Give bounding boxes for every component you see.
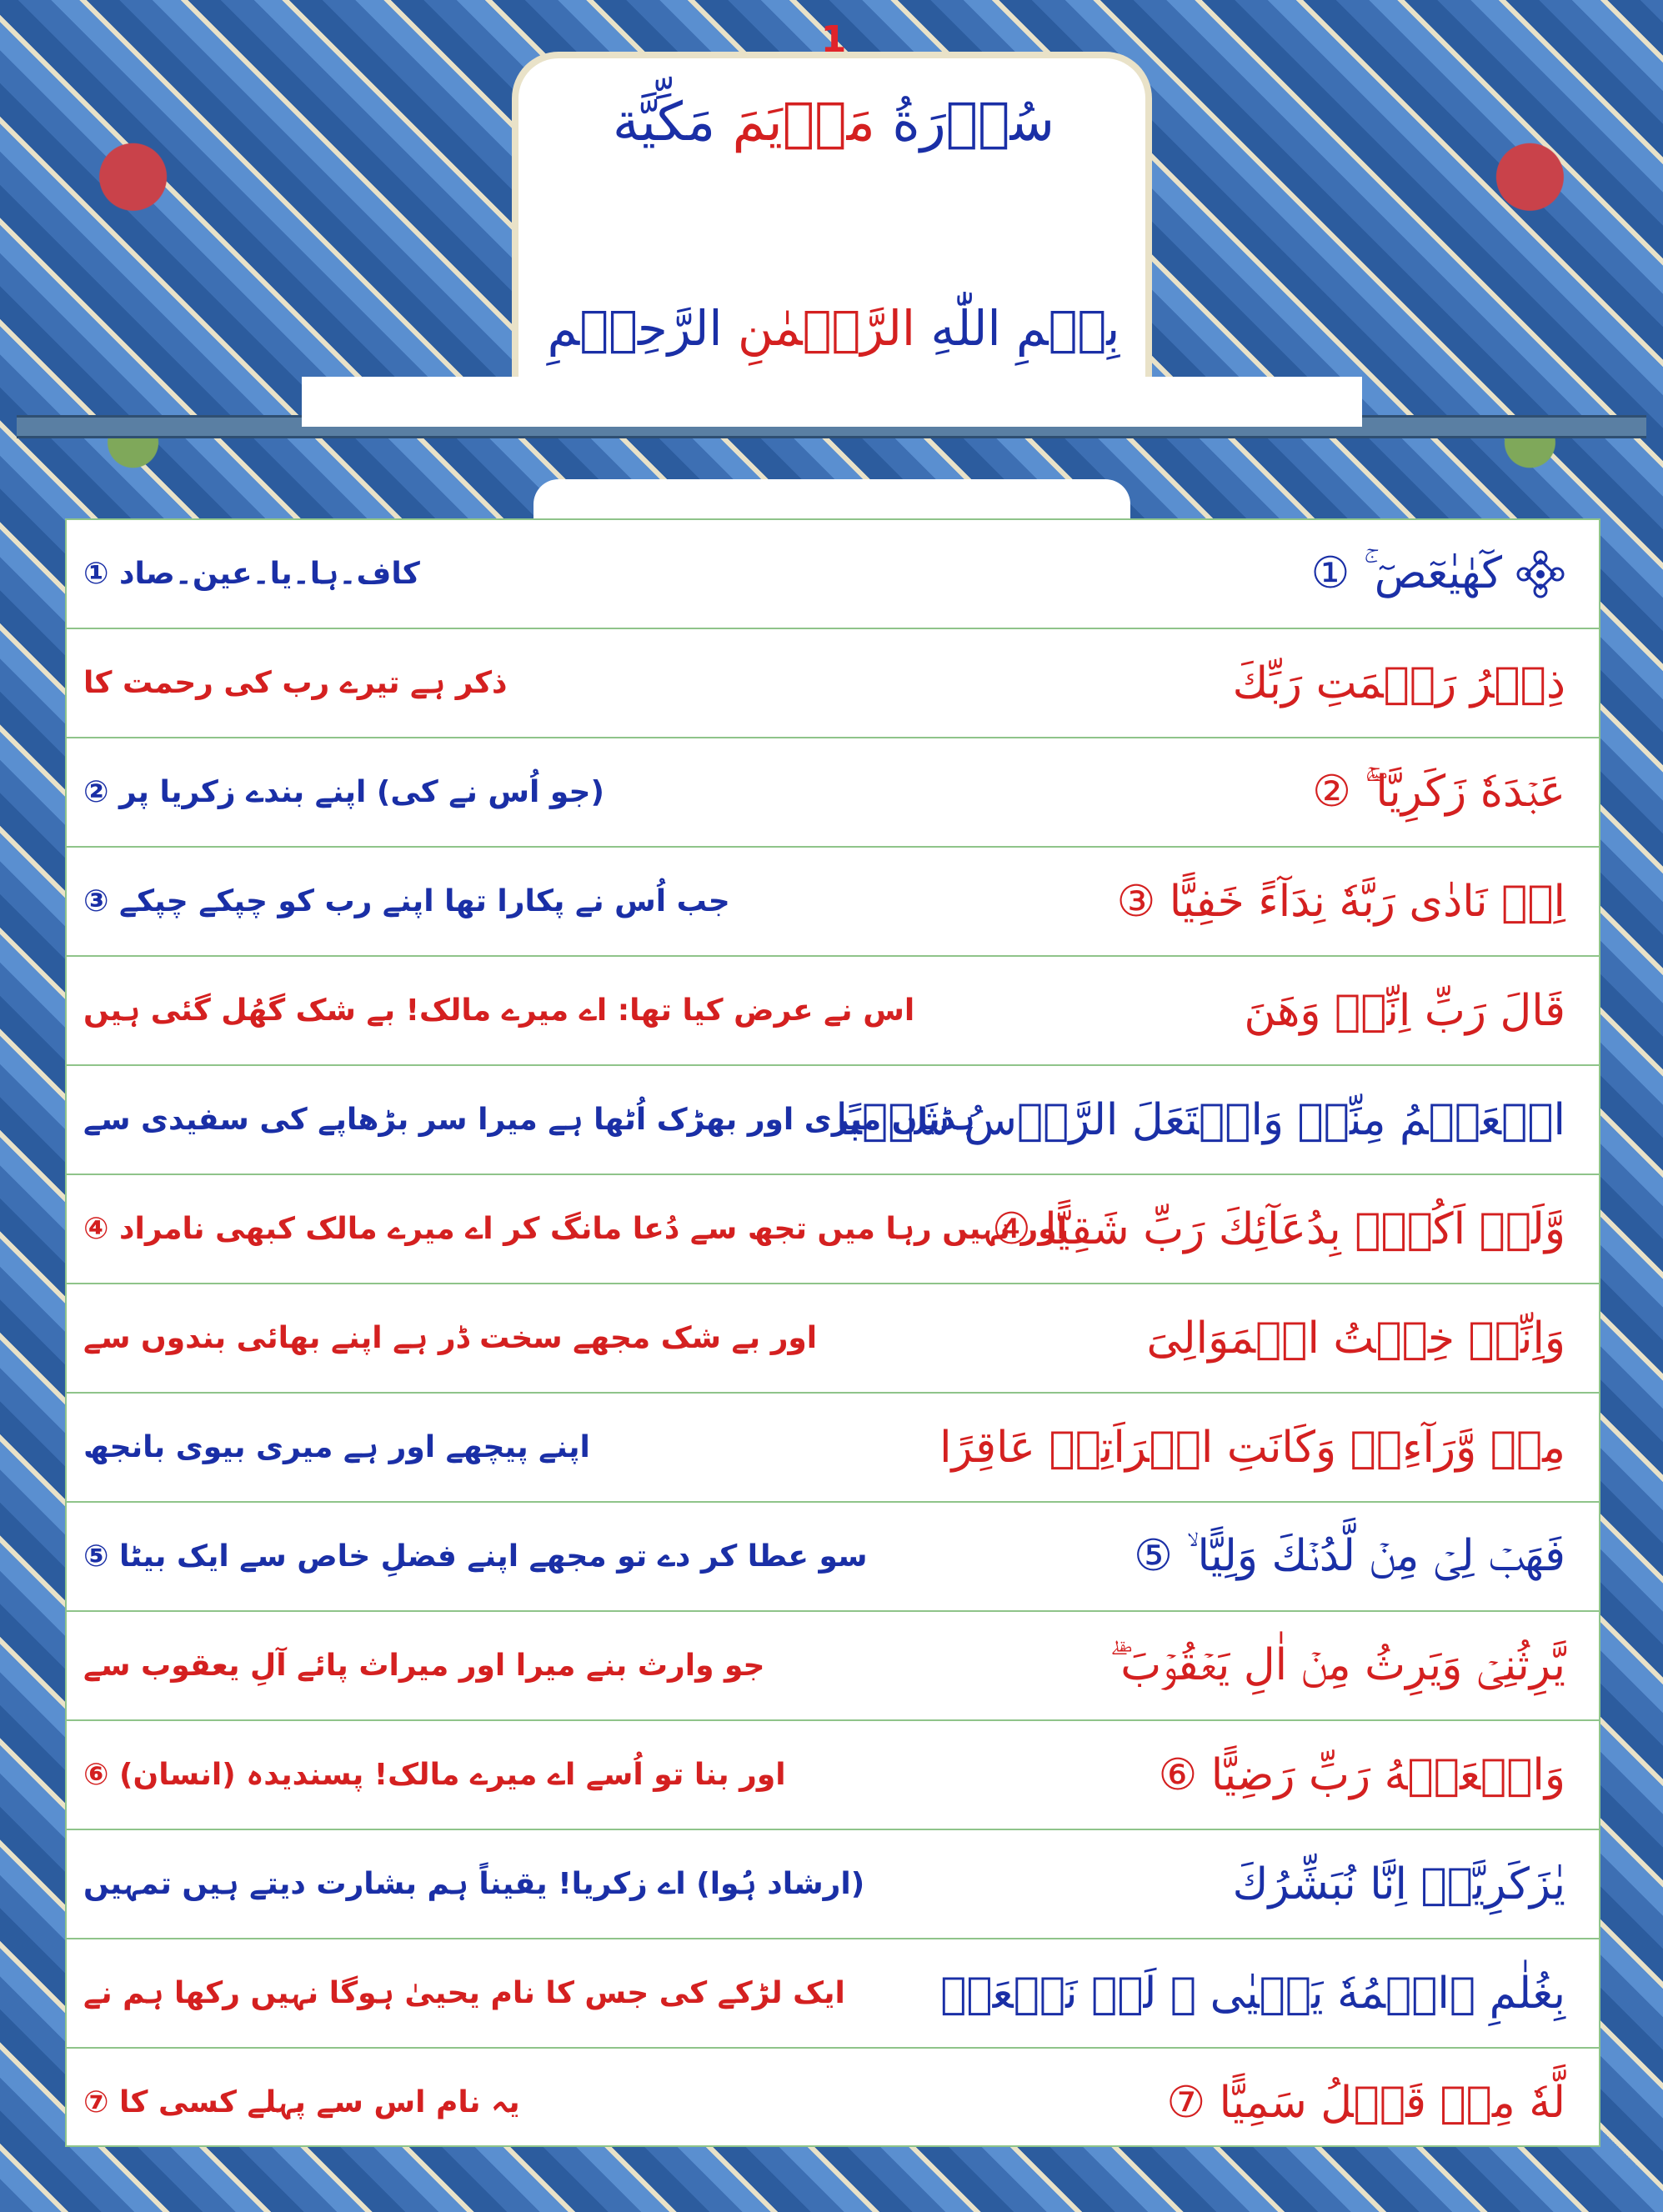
arabic-11: يَّرِثُنِىۡ وَيَرِثُ مِنۡ اٰلِ يَعۡقُوۡبَ ۖۗ [1110, 1640, 1565, 1690]
translation-9: اپنے پیچھے اور ہے میری بیوی بانجھ [83, 1430, 590, 1464]
verse-row-15 [67, 2049, 1599, 2156]
surah-title-word1: سُوۡرَةُ [892, 92, 1055, 153]
content-top-arch [533, 479, 1130, 521]
translation-14: ایک لڑکے کی جس کا نام یحییٰ ہوگا نہیں رکھا ہم نے [83, 1976, 845, 2010]
bismillah-word2: الرَّحۡمٰنِ [737, 300, 916, 357]
surah-title-word3: مَكِّيَّة [612, 92, 716, 153]
verse-table [65, 518, 1600, 2147]
verse-row-8 [67, 1284, 1599, 1394]
translation-11: جو وارث بنے میرا اور میراث پائے آلِ یعقوب سے [83, 1649, 765, 1683]
translation-6: ہڈیاں میری اور بھڑک اُٹھا ہے میرا سر بڑھاپے کی سفیدی سے [83, 1103, 975, 1137]
translation-13: (ارشاد ہُوا) اے زکریا! یقیناً ہم بشارت دیتے ہیں تمہیں [83, 1867, 865, 1901]
verse-row-13 [67, 1830, 1599, 1939]
arabic-2: ذِكۡرُ رَحۡمَتِ رَبِّكَ [1232, 658, 1565, 708]
page-number: 1 [820, 18, 847, 61]
surah-title [550, 92, 1117, 153]
arabic-4: اِذۡ نَادٰى رَبَّهٗ نِدَآءً خَفِيًّا ③ [1116, 876, 1565, 927]
arabic-9: مِنۡ وَّرَآءِىۡ وَكَانَتِ امۡرَاَتِىۡ عَاقِرًا [939, 1422, 1565, 1473]
translation-15: یہ نام اس سے پہلے کسی کا ⑦ [83, 2085, 520, 2119]
header-strip [302, 377, 1362, 427]
verse-row-14 [67, 1939, 1599, 2049]
arabic-6: الۡعَظۡمُ مِنِّىۡ وَاشۡتَعَلَ الرَّاۡسُ شَيۡبًا [835, 1094, 1565, 1145]
arabic-10: فَهَبۡ لِىۡ مِنۡ لَّدُنۡكَ وَلِيًّا ۙ ⑤ [1134, 1531, 1565, 1581]
verse-row-7 [67, 1175, 1599, 1284]
arabic-5: قَالَ رَبِّ اِنِّىۡ وَهَنَ [1244, 985, 1565, 1036]
verse-row-5 [67, 957, 1599, 1066]
verse-row-6 [67, 1066, 1599, 1175]
translation-7: اور نہیں رہا میں تجھ سے دُعا مانگ کر اے میرے مالک کبھی نامراد ④ [83, 1212, 1067, 1246]
bismillah-word3: الرَّحِيۡمِ [547, 300, 723, 357]
translation-10: سو عطا کر دے تو مجھے اپنے فضلِ خاص سے ایک بیٹا ⑤ [83, 1539, 868, 1574]
verse-row-10 [67, 1503, 1599, 1612]
verse-row-9 [67, 1394, 1599, 1503]
bismillah-word1: بِسۡمِ اللّٰهِ [930, 300, 1120, 357]
translation-5: اس نے عرض کیا تھا: اے میرے مالک! بے شک گھُل گئی ہیں [83, 993, 915, 1028]
bismillah [533, 300, 1134, 357]
verse-row-12 [67, 1721, 1599, 1830]
flower-icon [1515, 549, 1565, 599]
arabic-12: وَاجۡعَلۡهُ رَبِّ رَضِيًّا ⑥ [1158, 1749, 1565, 1800]
translation-4: جب اُس نے پکارا تھا اپنے رب کو چپکے چپکے ③ [83, 884, 730, 918]
verse-row-1 [67, 520, 1599, 629]
arabic-3: عَبۡدَهٗ زَكَرِيَّا ۖۚ ② [1312, 767, 1565, 817]
verse-row-2 [67, 629, 1599, 738]
arabic-1: كٓهٰيٰعٓصٓ ۚ ① [833, 520, 1599, 628]
arabic-14: بِغُلٰمِ ۨاسۡمُهٗ يَحۡيٰى ۙ لَمۡ نَجۡعَلۡ [940, 1968, 1565, 2019]
arabic-13: يٰزَكَرِيَّاۤ اِنَّا نُبَشِّرُكَ [1232, 1859, 1565, 1909]
arabic-8: وَاِنِّىۡ خِفۡتُ الۡمَوَالِىَ [1146, 1313, 1565, 1364]
translation-12: اور بنا تو اُسے اے میرے مالک! پسندیدہ (انسان) ⑥ [83, 1758, 786, 1792]
surah-title-word2: مَرۡيَمَ [732, 92, 875, 153]
translation-8: اور بے شک مجھے سخت ڈر ہے اپنے بھائی بندوں سے [83, 1321, 818, 1355]
translation-2: ذکر ہے تیرے رب کی رحمت کا [83, 666, 508, 700]
translation-3: (جو اُس نے کی) اپنے بندے زکریا پر ② [83, 775, 604, 809]
arabic-15: لَّهٗ مِنۡ قَبۡلُ سَمِيًّا ⑦ [1166, 2077, 1565, 2128]
verse-row-4 [67, 848, 1599, 957]
translation-1: کاف۔ہا۔یا۔عین۔صاد ① [83, 557, 420, 591]
verse-row-3 [67, 738, 1599, 848]
arabic-7: وَّلَمۡ اَكُنۡۢ بِدُعَآئِكَ رَبِّ شَقِيًّا ④ [992, 1204, 1565, 1254]
verse-row-11 [67, 1612, 1599, 1721]
